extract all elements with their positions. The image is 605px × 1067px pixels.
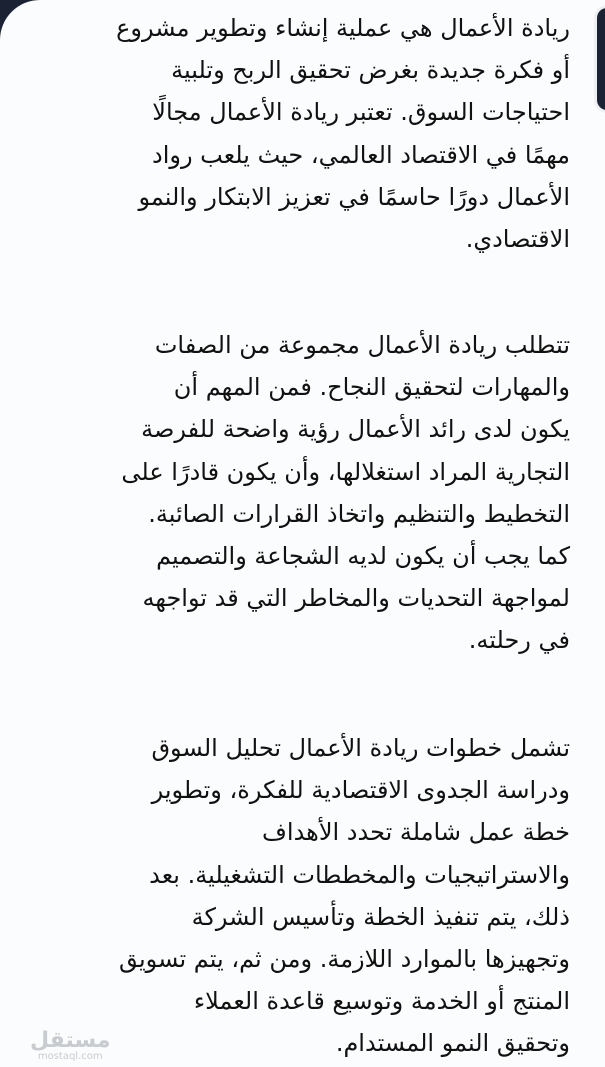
paragraph-2-line: كما يجب أن يكون لديه الشجاعة والتصميم — [156, 542, 570, 570]
paragraph-2-line: تتطلب ريادة الأعمال مجموعة من الصفات — [154, 331, 570, 359]
watermark-logo — [30, 1030, 110, 1062]
paragraph-1-line: احتياجات السوق. تعتبر ريادة الأعمال مجالًا — [152, 98, 570, 127]
paragraph-3-line: ودراسة الجدوى الاقتصادية للفكرة، وتطوير — [151, 776, 570, 805]
paragraph-3-line: وتحقيق النمو المستدام. — [335, 1029, 570, 1058]
paragraph-3-line: ذلك، يتم تنفيذ الخطة وتأسيس الشركة — [191, 902, 570, 931]
paragraph-2-line: التخطيط والتنظيم واتخاذ القرارات الصائبة. — [148, 499, 570, 528]
paragraph-3-line: وتجهيزها بالموارد اللازمة. ومن ثم، يتم تسويق — [118, 945, 570, 973]
paragraph-2-line: يكون لدى رائد الأعمال رؤية واضحة للفرصة — [141, 415, 570, 444]
paragraph-2-line: في رحلته. — [468, 626, 570, 655]
watermark-latin: mostaql.com — [37, 1051, 103, 1062]
paragraph-1-line: مهمًا في الاقتصاد العالمي، حيث يلعب رواد — [152, 140, 570, 169]
paragraph-3-line: والاستراتيجيات والمخططات التشغيلية. بعد — [149, 860, 570, 889]
watermark-arabic: مستقل — [30, 1028, 111, 1053]
paragraph-3-line: المنتج أو الخدمة وتوسيع قاعدة العملاء — [193, 987, 570, 1016]
paragraph-2-line: لمواجهة التحديات والمخاطر التي قد تواجهه — [142, 584, 570, 613]
paragraph-1-line: أو فكرة جديدة بغرض تحقيق الربح وتلبية — [171, 56, 570, 85]
paragraph-1-line: ريادة الأعمال هي عملية إنشاء وتطوير مشروع — [116, 14, 570, 42]
paragraph-3-line: تشمل خطوات ريادة الأعمال تحليل السوق — [151, 734, 570, 762]
paragraph-2-line: والمهارات لتحقيق النجاح. فمن المهم أن — [173, 373, 570, 402]
paragraph-2-line: التجارية المراد استغلالها، وأن يكون قادرًا على — [121, 457, 570, 486]
paragraph-1-line: الأعمال دورًا حاسمًا في تعزيز الابتكار والنمو — [138, 182, 570, 211]
side-panel-tab[interactable] — [597, 8, 605, 110]
paragraph-1-line: الاقتصادي. — [465, 225, 570, 253]
paragraph-3-line: خطة عمل شاملة تحدد الأهداف — [262, 818, 570, 847]
